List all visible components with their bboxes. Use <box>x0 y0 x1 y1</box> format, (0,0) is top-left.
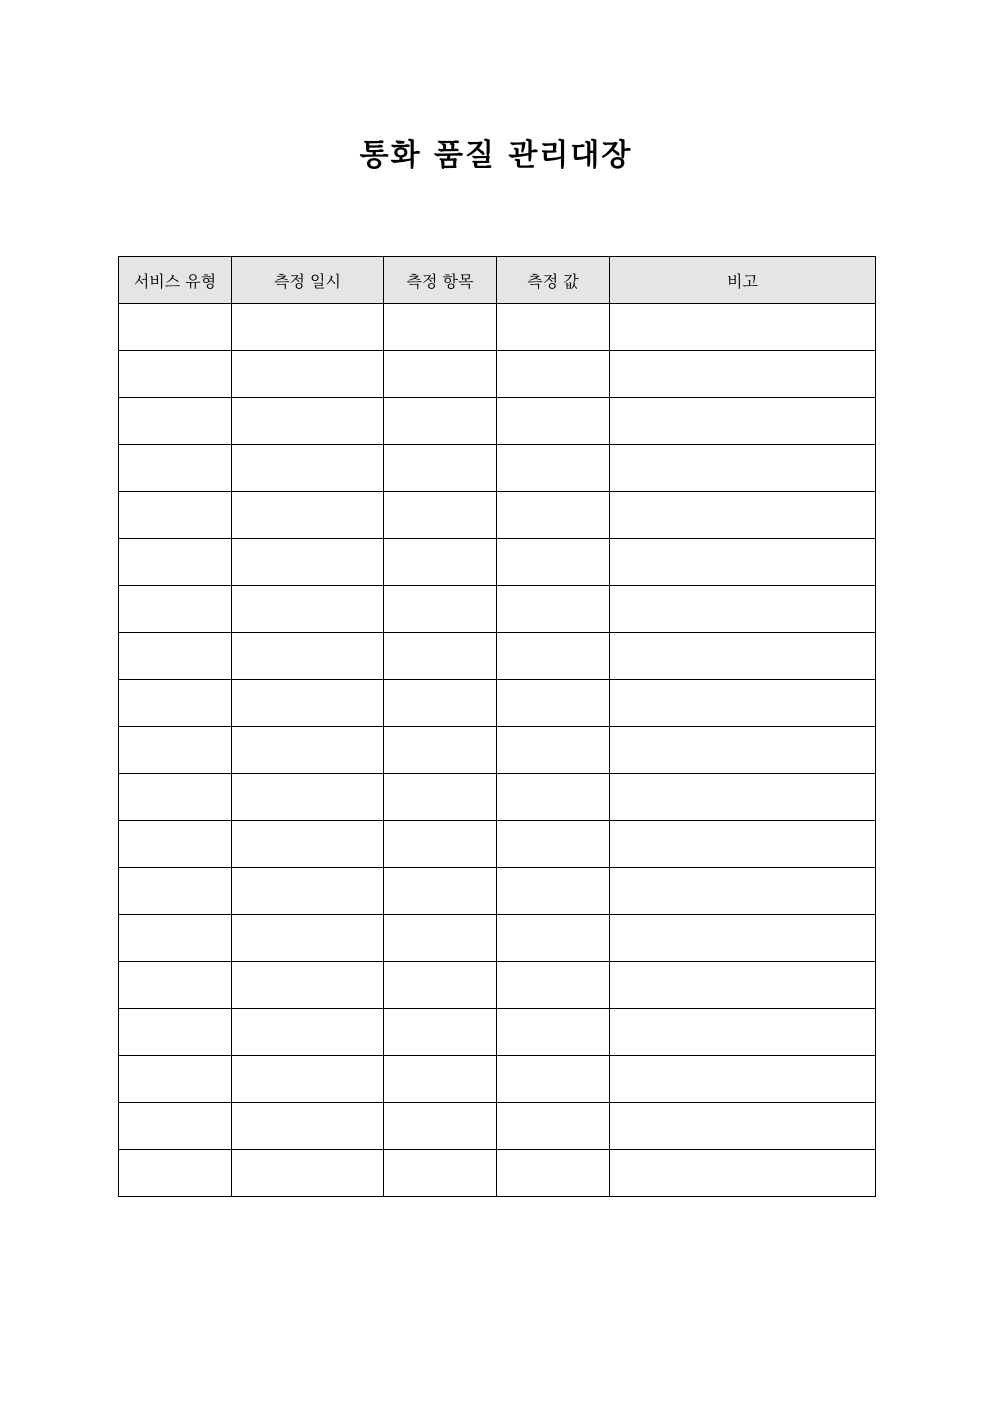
remarks-cell[interactable] <box>610 727 876 774</box>
measurement-item-cell[interactable] <box>384 398 497 445</box>
measured-at-cell[interactable] <box>232 868 384 915</box>
measurement-item-cell[interactable] <box>384 680 497 727</box>
measured-value-cell[interactable] <box>497 539 610 586</box>
service-type-cell[interactable] <box>119 1056 232 1103</box>
column-header-measured-value: 측정 값 <box>497 257 610 304</box>
remarks-cell[interactable] <box>610 868 876 915</box>
column-header-measured-at: 측정 일시 <box>232 257 384 304</box>
measurement-item-cell[interactable] <box>384 586 497 633</box>
measurement-item-cell[interactable] <box>384 351 497 398</box>
remarks-cell[interactable] <box>610 351 876 398</box>
measured-at-cell[interactable] <box>232 680 384 727</box>
service-type-cell[interactable] <box>119 915 232 962</box>
column-header-remarks: 비고 <box>610 257 876 304</box>
table-row <box>119 915 876 962</box>
service-type-cell[interactable] <box>119 445 232 492</box>
service-type-cell[interactable] <box>119 492 232 539</box>
measured-value-cell[interactable] <box>497 351 610 398</box>
remarks-cell[interactable] <box>610 1009 876 1056</box>
column-header-measurement-item: 측정 항목 <box>384 257 497 304</box>
remarks-cell[interactable] <box>610 539 876 586</box>
measured-value-cell[interactable] <box>497 304 610 351</box>
call-quality-ledger-table <box>118 256 876 1197</box>
table-row <box>119 774 876 821</box>
remarks-cell[interactable] <box>610 915 876 962</box>
table-row <box>119 445 876 492</box>
remarks-cell[interactable] <box>610 304 876 351</box>
table-row <box>119 586 876 633</box>
table-row <box>119 539 876 586</box>
service-type-cell[interactable] <box>119 1103 232 1150</box>
measured-value-cell[interactable] <box>497 586 610 633</box>
remarks-cell[interactable] <box>610 633 876 680</box>
remarks-cell[interactable] <box>610 398 876 445</box>
measured-value-cell[interactable] <box>497 445 610 492</box>
measured-at-cell[interactable] <box>232 539 384 586</box>
measured-at-cell[interactable] <box>232 774 384 821</box>
measurement-item-cell[interactable] <box>384 1009 497 1056</box>
service-type-cell[interactable] <box>119 539 232 586</box>
service-type-cell[interactable] <box>119 633 232 680</box>
measurement-item-cell[interactable] <box>384 727 497 774</box>
measured-value-cell[interactable] <box>497 774 610 821</box>
table-row <box>119 680 876 727</box>
service-type-cell[interactable] <box>119 868 232 915</box>
measured-value-cell[interactable] <box>497 492 610 539</box>
measured-value-cell[interactable] <box>497 821 610 868</box>
measured-at-cell[interactable] <box>232 821 384 868</box>
measurement-item-cell[interactable] <box>384 774 497 821</box>
remarks-cell[interactable] <box>610 774 876 821</box>
remarks-cell[interactable] <box>610 492 876 539</box>
measured-value-cell[interactable] <box>497 1150 610 1197</box>
measured-at-cell[interactable] <box>232 351 384 398</box>
measured-at-cell[interactable] <box>232 915 384 962</box>
service-type-cell[interactable] <box>119 398 232 445</box>
measured-value-cell[interactable] <box>497 1103 610 1150</box>
measurement-item-cell[interactable] <box>384 1150 497 1197</box>
table-row <box>119 821 876 868</box>
remarks-cell[interactable] <box>610 962 876 1009</box>
measured-at-cell[interactable] <box>232 633 384 680</box>
measured-value-cell[interactable] <box>497 915 610 962</box>
table-row <box>119 962 876 1009</box>
measurement-item-cell[interactable] <box>384 915 497 962</box>
table-body <box>119 304 876 1197</box>
measurement-item-cell[interactable] <box>384 445 497 492</box>
measurement-item-cell[interactable] <box>384 492 497 539</box>
table-row <box>119 304 876 351</box>
measured-value-cell[interactable] <box>497 962 610 1009</box>
measured-at-cell[interactable] <box>232 1056 384 1103</box>
measured-at-cell[interactable] <box>232 1150 384 1197</box>
column-header-service-type: 서비스 유형 <box>119 257 232 304</box>
remarks-cell[interactable] <box>610 586 876 633</box>
measured-value-cell[interactable] <box>497 398 610 445</box>
remarks-cell[interactable] <box>610 1150 876 1197</box>
remarks-cell[interactable] <box>610 1056 876 1103</box>
table-row <box>119 398 876 445</box>
measurement-item-cell[interactable] <box>384 633 497 680</box>
measured-at-cell[interactable] <box>232 962 384 1009</box>
measurement-item-cell[interactable] <box>384 868 497 915</box>
service-type-cell[interactable] <box>119 1150 232 1197</box>
measurement-item-cell[interactable] <box>384 539 497 586</box>
service-type-cell[interactable] <box>119 304 232 351</box>
table-row <box>119 633 876 680</box>
table-row <box>119 868 876 915</box>
table-row <box>119 727 876 774</box>
measurement-item-cell[interactable] <box>384 1056 497 1103</box>
table-row <box>119 1150 876 1197</box>
measured-value-cell[interactable] <box>497 1056 610 1103</box>
measured-at-cell[interactable] <box>232 398 384 445</box>
measurement-item-cell[interactable] <box>384 304 497 351</box>
measurement-item-cell[interactable] <box>384 1103 497 1150</box>
table-row <box>119 1056 876 1103</box>
table-row <box>119 1009 876 1056</box>
table-row <box>119 492 876 539</box>
measured-value-cell[interactable] <box>497 727 610 774</box>
service-type-cell[interactable] <box>119 680 232 727</box>
measured-at-cell[interactable] <box>232 727 384 774</box>
measured-at-cell[interactable] <box>232 1009 384 1056</box>
service-type-cell[interactable] <box>119 774 232 821</box>
measurement-item-cell[interactable] <box>384 962 497 1009</box>
measured-value-cell[interactable] <box>497 1009 610 1056</box>
measured-value-cell[interactable] <box>497 680 610 727</box>
service-type-cell[interactable] <box>119 821 232 868</box>
remarks-cell[interactable] <box>610 1103 876 1150</box>
remarks-cell[interactable] <box>610 680 876 727</box>
measured-at-cell[interactable] <box>232 304 384 351</box>
page-title: 통화 품질 관리대장 <box>359 138 633 173</box>
service-type-cell[interactable] <box>119 1009 232 1056</box>
service-type-cell[interactable] <box>119 962 232 1009</box>
measured-at-cell[interactable] <box>232 1103 384 1150</box>
service-type-cell[interactable] <box>119 727 232 774</box>
table-row <box>119 1103 876 1150</box>
measured-value-cell[interactable] <box>497 633 610 680</box>
measurement-item-cell[interactable] <box>384 821 497 868</box>
service-type-cell[interactable] <box>119 586 232 633</box>
measured-value-cell[interactable] <box>497 868 610 915</box>
table-row <box>119 351 876 398</box>
remarks-cell[interactable] <box>610 821 876 868</box>
table-header-row <box>119 257 876 304</box>
service-type-cell[interactable] <box>119 351 232 398</box>
measured-at-cell[interactable] <box>232 586 384 633</box>
measured-at-cell[interactable] <box>232 445 384 492</box>
remarks-cell[interactable] <box>610 445 876 492</box>
measured-at-cell[interactable] <box>232 492 384 539</box>
